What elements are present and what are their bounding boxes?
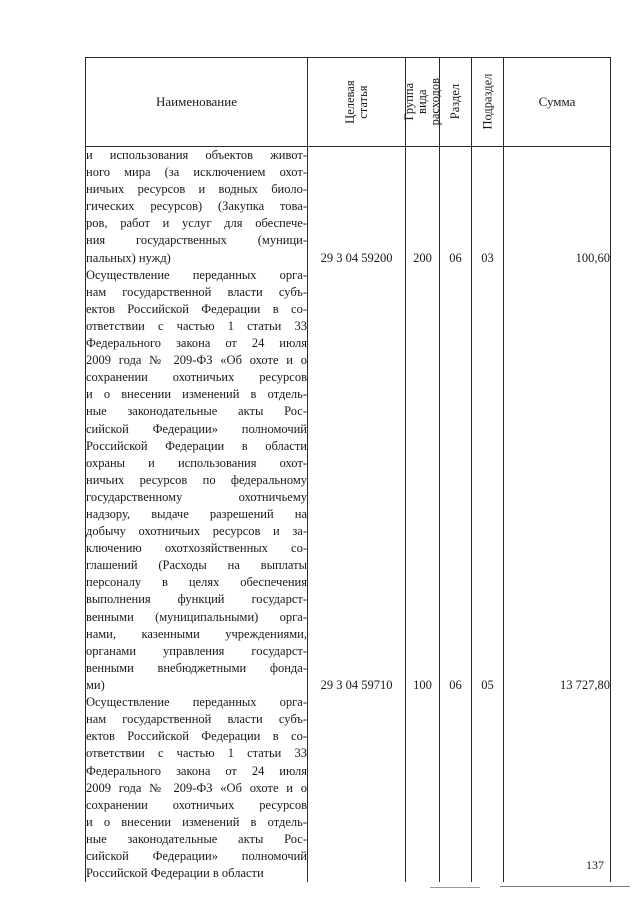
description-line: ничьих ресурсов и водных биоло- xyxy=(86,182,307,197)
table-header-row xyxy=(86,58,611,147)
row-amount xyxy=(504,147,611,267)
row-subsection-value: 03 xyxy=(481,250,494,265)
description-line: сийской Федерации» полномочий xyxy=(86,849,307,864)
description-line: надзору, выдаче разрешений на xyxy=(86,507,307,521)
description-line: ектов Российской Федерации в со- xyxy=(86,301,307,316)
description-line: ектов Российской Федерации в со- xyxy=(86,729,307,744)
row-subsection xyxy=(472,694,504,882)
description-line: Осуществление переданных орга- xyxy=(86,695,307,710)
row-amount-value: 13 727,80 xyxy=(560,678,610,693)
description-line: сохранении охотничьих ресурсов xyxy=(86,797,307,812)
row-section-value: 06 xyxy=(449,250,462,265)
description-line: и о внесении изменений в отдель- xyxy=(86,814,307,829)
row-subsection-value: 05 xyxy=(481,678,494,693)
header-section: Раздел xyxy=(440,58,472,147)
description-line: выполнения функций государст- xyxy=(86,592,307,607)
description-line: государственному охотничьему xyxy=(86,489,307,504)
bottom-rule-right xyxy=(500,886,630,887)
description-line: нам государственной власти субъ- xyxy=(86,284,307,299)
description-line: 2009 года № 209-ФЗ «Об охоте и о xyxy=(86,353,307,368)
description-line: 2009 года № 209-ФЗ «Об охоте и о xyxy=(86,780,307,795)
header-target-article: Целевая статья xyxy=(308,58,406,147)
description-line: охраны и использования охот- xyxy=(86,455,307,470)
description-line: ров, работ и услуг для обеспече- xyxy=(86,216,307,231)
row-description xyxy=(86,147,308,267)
description-line: ответствии с частью 1 статьи 33 xyxy=(86,746,307,761)
description-line: и использования объектов живот- xyxy=(86,148,307,162)
page-number: 137 xyxy=(586,858,604,872)
row-target-article xyxy=(308,694,406,882)
description-line: Российской Федерации в области xyxy=(86,866,264,881)
row-amount xyxy=(504,267,611,694)
row-subsection-value xyxy=(472,694,503,865)
description-line: и о внесении изменений в отдель- xyxy=(86,387,307,402)
row-expense-group xyxy=(406,694,440,882)
description-line: гических ресурсов) (Закупка това- xyxy=(86,199,307,214)
row-subsection xyxy=(472,267,504,694)
row-target-article xyxy=(308,147,406,267)
row-description xyxy=(86,267,308,694)
row-section-value: 06 xyxy=(449,678,462,693)
row-expense-group xyxy=(406,267,440,694)
description-line: глашений (Расходы на выплаты xyxy=(86,558,307,573)
description-line: Федерального закона от 24 июля xyxy=(86,763,307,778)
row-amount-value xyxy=(504,694,610,865)
row-expense-group-value: 200 xyxy=(413,250,432,265)
description-line: ключению охотхозяйственных со- xyxy=(86,541,307,556)
row-section-value xyxy=(440,694,471,865)
table-row xyxy=(86,147,611,267)
description-line: Российской Федерации в области xyxy=(86,438,307,453)
description-line: ми) xyxy=(86,677,105,692)
description-line: венными (муниципальными) орга- xyxy=(86,609,307,624)
description-line: нам государственной власти субъ- xyxy=(86,712,307,727)
row-target-article xyxy=(308,267,406,694)
description-line: добычу охотничьих ресурсов и за- xyxy=(86,524,307,539)
description-line: Федерального закона от 24 июля xyxy=(86,336,307,351)
row-expense-group-value xyxy=(406,694,439,865)
description-line: сийской Федерации» полномочий xyxy=(86,421,307,436)
header-subsection: Подраздел xyxy=(472,58,504,147)
row-target-article-value: 29 3 04 59710 xyxy=(320,678,393,693)
row-description xyxy=(86,694,308,882)
row-expense-group xyxy=(406,147,440,267)
description-line: персоналу в целях обеспечения xyxy=(86,575,307,590)
row-section xyxy=(440,267,472,694)
table-row xyxy=(86,267,611,694)
description-line: ния государственных (муници- xyxy=(86,233,307,248)
header-amount: Сумма xyxy=(504,58,611,147)
description-line: ные законодательные акты Рос- xyxy=(86,404,307,419)
header-expense-group: Группа вида расходов xyxy=(406,58,440,147)
row-section xyxy=(440,694,472,882)
row-amount-value: 100,60 xyxy=(575,250,610,265)
description-line: ответствии с частью 1 статьи 33 xyxy=(86,318,307,333)
table-row xyxy=(86,694,611,882)
description-line: нами, казенными учреждениями, xyxy=(86,626,307,641)
row-target-article-value xyxy=(308,694,405,865)
row-expense-group-value: 100 xyxy=(413,678,432,693)
description-line: Осуществление переданных орга- xyxy=(86,267,307,282)
row-target-article-value: 29 3 04 59200 xyxy=(320,250,393,265)
description-line: органами управления государст- xyxy=(86,643,307,658)
description-line: ные законодательные акты Рос- xyxy=(86,831,307,846)
row-amount xyxy=(504,694,611,882)
row-subsection xyxy=(472,147,504,267)
budget-table xyxy=(85,57,611,882)
description-line: ничьих ресурсов по федеральному xyxy=(86,472,307,487)
row-section xyxy=(440,147,472,267)
table-body xyxy=(86,147,611,883)
description-line: венными внебюджетными фонда- xyxy=(86,660,307,675)
header-name: Наименование xyxy=(86,58,308,147)
description-line: ного мира (за исключением охот- xyxy=(86,165,307,180)
description-line: пальных) нужд) xyxy=(86,250,171,265)
description-line: сохранении охотничьих ресурсов xyxy=(86,370,307,385)
bottom-rule-left xyxy=(430,887,480,888)
